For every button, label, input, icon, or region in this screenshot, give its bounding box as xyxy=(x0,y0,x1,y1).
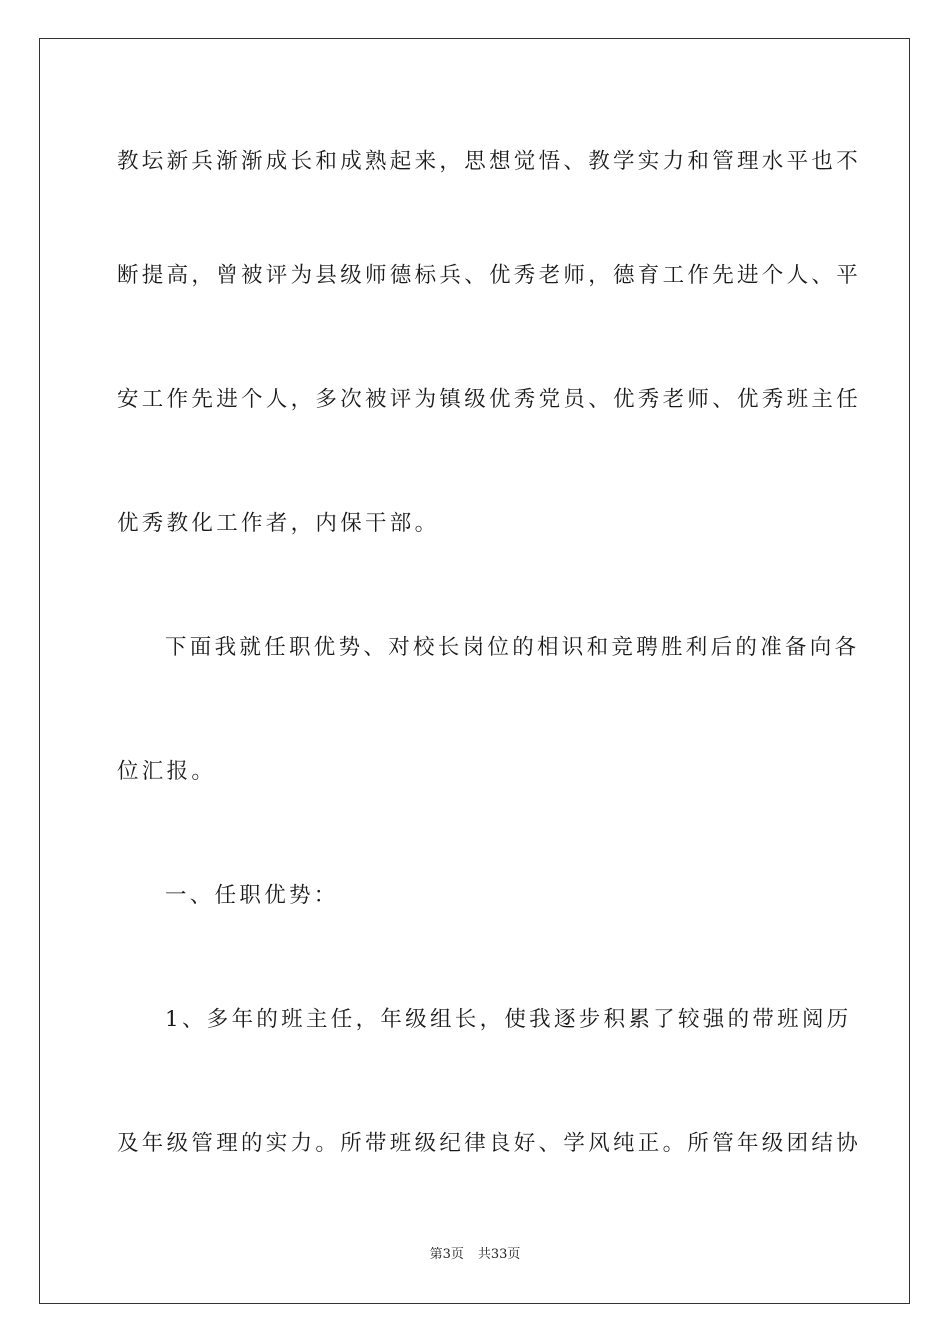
section-heading: 一、任职优势： xyxy=(165,883,339,908)
page-border xyxy=(39,38,910,1304)
paragraph-line: 教坛新兵渐渐成长和成熟起来，思想觉悟、教学实力和管理水平也不 xyxy=(117,149,862,174)
paragraph-line: 优秀教化工作者，内保干部。 xyxy=(117,511,440,536)
paragraph-line-indented: 1、多年的班主任，年级组长，使我逐步积累了较强的带班阅历 xyxy=(165,1007,852,1032)
page-number: 第3页 xyxy=(429,1247,464,1262)
page-footer xyxy=(0,1246,950,1264)
paragraph-line-indented: 下面我就任职优势、对校长岗位的相识和竞聘胜利后的准备向各 xyxy=(165,635,860,660)
paragraph-line: 位汇报。 xyxy=(117,759,217,784)
paragraph-line: 安工作先进个人，多次被评为镇级优秀党员、优秀老师、优秀班主任 xyxy=(117,387,862,412)
paragraph-line: 断提高，曾被评为县级师德标兵、优秀老师，德育工作先进个人、平 xyxy=(117,263,862,288)
page-total: 共33页 xyxy=(477,1247,521,1262)
paragraph-line: 及年级管理的实力。所带班级纪律良好、学风纯正。所管年级团结协 xyxy=(117,1131,862,1156)
